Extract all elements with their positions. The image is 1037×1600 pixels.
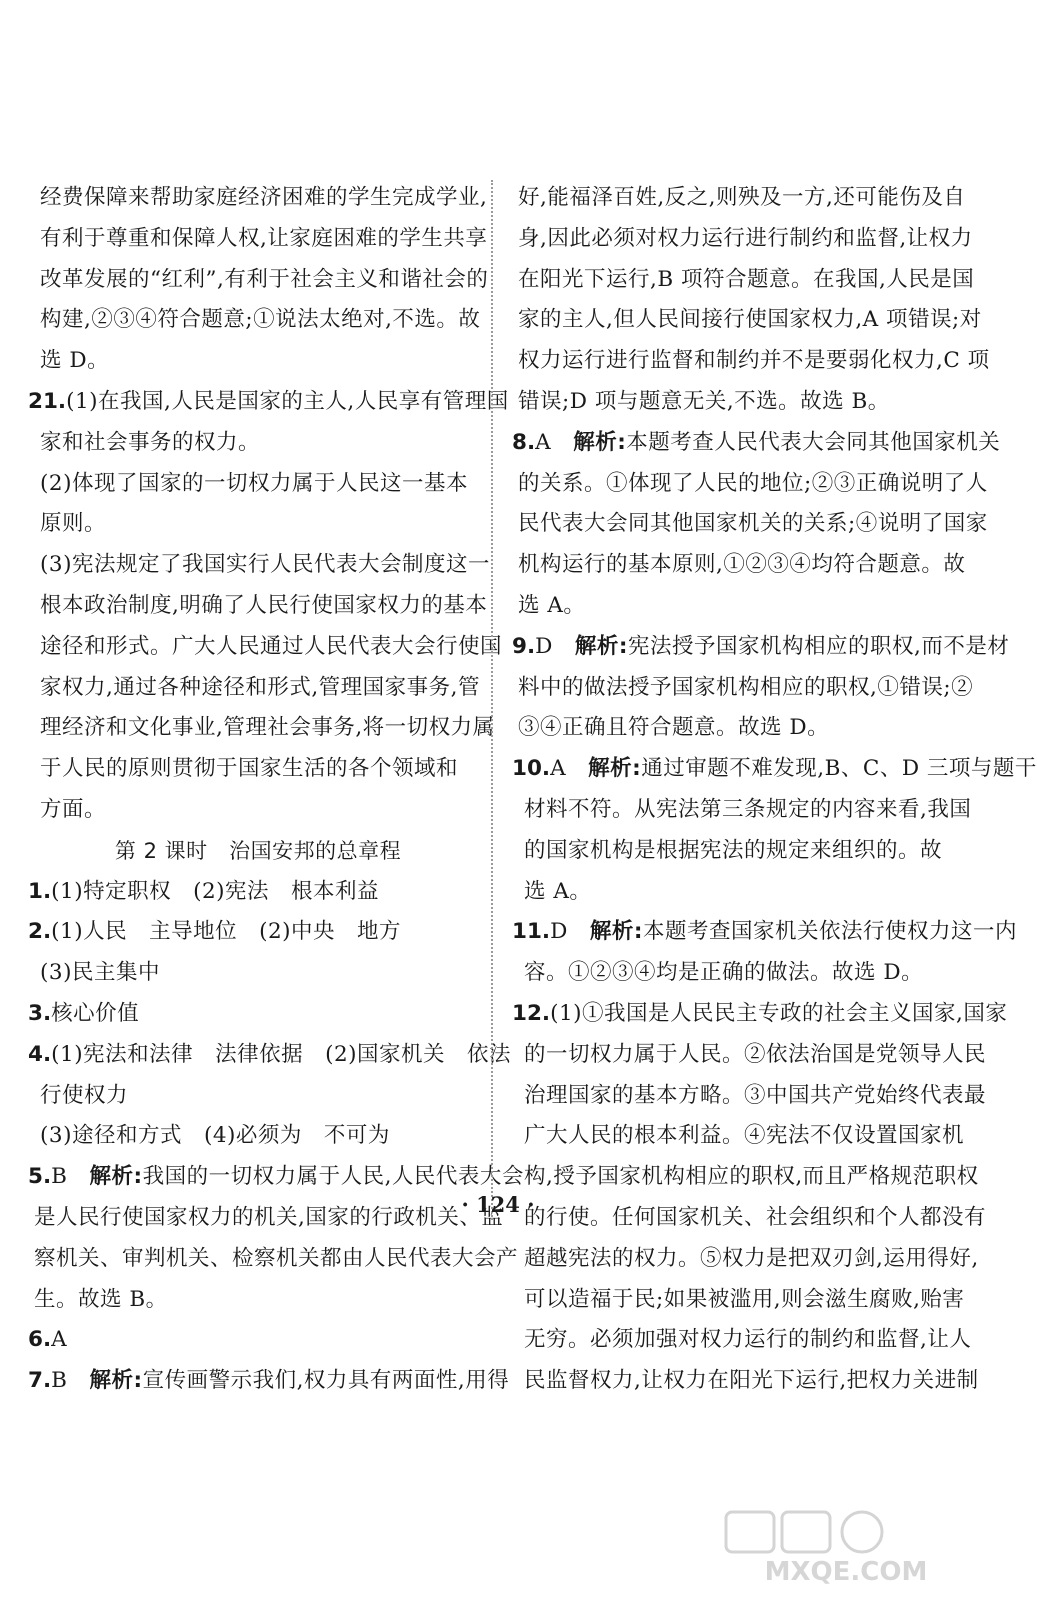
text-line: 身,因此必须对权力运行进行制约和监督,让权力: [518, 225, 973, 251]
text-line: 构,授予国家机构相应的职权,而且严格规范职权: [524, 1164, 979, 1190]
text-line: 根本政治制度,明确了人民行使国家权力的基本: [40, 592, 488, 618]
text-line: (3)民主集中: [40, 960, 160, 986]
text-line: 方面。: [40, 796, 107, 822]
text-line: 于人民的原则贯彻于国家生活的各个领域和: [40, 756, 459, 782]
text-line: ③④正确且符合题意。故选 D。: [518, 715, 830, 741]
text-line: 在阳光下运行,B 项符合题意。在我国,人民是国: [518, 266, 975, 292]
answer-text: (1)特定职权 (2)宪法 根本利益: [51, 878, 380, 904]
question-number: 2.: [28, 919, 52, 945]
answer-8: [512, 423, 1001, 464]
analysis-label: 解析:: [589, 919, 643, 945]
text-line: 构建,②③④符合题意;①说法太绝对,不选。故: [40, 307, 481, 333]
text-line: 料中的做法授予国家机构相应的职权,①错误;②: [518, 674, 974, 700]
answer-letter: B: [51, 1368, 68, 1394]
text-line: 是人民行使国家权力的机关,国家的行政机关、监: [34, 1204, 504, 1230]
answer-letter: A: [51, 1327, 68, 1353]
text-line: (2)体现了国家的一切权力属于人民这一基本: [40, 470, 468, 496]
text-line: 家权力,通过各种途径和形式,管理国家事务,管: [40, 674, 481, 700]
analysis-label: 解析:: [89, 1368, 143, 1394]
text-line: 机构运行的基本原则,①②③④均符合题意。故: [518, 552, 966, 578]
answer-text: 我国的一切权力属于人民,人民代表大会: [142, 1164, 524, 1190]
answer-letter: D: [535, 633, 553, 659]
text-line: 好,能福泽百姓,反之,则殃及一方,还可能伤及自: [518, 185, 966, 210]
column-divider: [491, 180, 493, 1220]
question-number: 3.: [28, 1000, 52, 1026]
question-number: 10.: [512, 756, 551, 782]
answer-text: 本题考查国家机关依法行使权力这一内: [642, 919, 1017, 945]
answer-letter: D: [550, 919, 568, 945]
answer-10: [512, 749, 1037, 790]
text-line: 改革发展的“红利”,有利于社会主义和谐社会的: [40, 266, 489, 292]
answer-9: [512, 627, 1010, 668]
analysis-label: 解析:: [89, 1164, 143, 1190]
text-line: (3)途径和方式 (4)必须为 不可为: [40, 1123, 390, 1149]
answer-letter: A: [535, 429, 552, 455]
page-number: · 124 ·: [461, 1192, 535, 1217]
text-line: 家和社会事务的权力。: [40, 429, 261, 455]
text-line: 选 A。: [518, 592, 586, 618]
text-line: 理经济和文化事业,管理社会事务,将一切权力属: [40, 715, 495, 741]
text-line: 容。①②③④均是正确的做法。故选 D。: [524, 960, 924, 986]
text-line: 的行使。任何国家机关、社会组织和个人都没有: [524, 1204, 987, 1230]
answer-2: [28, 912, 478, 953]
text-line: 材料不符。从宪法第三条规定的内容来看,我国: [524, 796, 972, 822]
text-line: 有利于尊重和保障人权,让家庭困难的学生共享: [40, 225, 488, 251]
text-line: 途径和形式。广大人民通过人民代表大会行使国: [40, 633, 503, 659]
right-column: [512, 178, 1037, 1402]
answer-text: (1)人民 主导地位 (2)中央 地方: [51, 919, 402, 945]
text-line: 的一切权力属于人民。②依法治国是党领导人民: [524, 1041, 987, 1067]
answer-7: [28, 1361, 510, 1402]
answer-text: 本题考查人民代表大会同其他国家机关: [626, 429, 1001, 455]
answer-21: [28, 382, 509, 423]
answer-text: (1)在我国,人民是国家的主人,人民享有管理国: [66, 388, 509, 414]
question-number: 4.: [28, 1041, 52, 1067]
section-heading: 第 2 课时 治国安邦的总章程: [114, 838, 402, 863]
answer-12: [512, 994, 1008, 1035]
answer-text: (1)宪法和法律 法律依据 (2)国家机关 依法: [51, 1041, 512, 1067]
question-number: 1.: [28, 878, 52, 904]
text-line: 错误;D 项与题意无关,不选。故选 B。: [518, 388, 890, 414]
text-line: 可以造福于民;如果被滥用,则会滋生腐败,贻害: [524, 1286, 965, 1312]
text-line: (3)宪法规定了我国实行人民代表大会制度这一: [40, 552, 490, 578]
answer-text: 核心价值: [51, 1000, 140, 1026]
text-line: 民代表大会同其他国家机关的关系;④说明了国家: [518, 511, 988, 537]
text-line: 无穷。必须加强对权力运行的制约和监督,让人: [524, 1327, 972, 1353]
answer-11: [512, 912, 1017, 953]
answer-text: 通过审题不难发现,B、C、D 三项与题干: [641, 756, 1037, 782]
text-line: 家的主人,但人民间接行使国家权力,A 项错误;对: [518, 307, 982, 333]
answer-1: [28, 872, 478, 913]
text-line: 的国家机构是根据宪法的规定来组织的。故: [524, 837, 943, 863]
answer-4: [28, 1035, 512, 1076]
question-number: 21.: [28, 388, 67, 414]
analysis-label: 解析:: [574, 633, 629, 659]
question-number: 7.: [28, 1368, 52, 1394]
question-number: 12.: [512, 1000, 551, 1026]
text-line: 察机关、审判机关、检察机关都由人民代表大会产: [34, 1245, 519, 1271]
watermark-text: MXQE.COM: [764, 1557, 928, 1587]
text-line: 行使权力: [40, 1082, 129, 1108]
answer-text: 宣传画警示我们,权力具有两面性,用得: [142, 1368, 510, 1394]
text-line: 经费保障来帮助家庭经济困难的学生完成学业,: [40, 185, 488, 210]
question-number: 8.: [512, 429, 536, 455]
text-line: 选 A。: [524, 878, 592, 904]
text-line: 选 D。: [40, 348, 110, 374]
text-line: 生。故选 B。: [34, 1286, 168, 1312]
answer-text: (1)①我国是人民民主专政的社会主义国家,国家: [550, 1000, 1008, 1026]
text-line: 治理国家的基本方略。③中国共产党始终代表最: [524, 1082, 987, 1108]
watermark-logo: [716, 1508, 976, 1588]
text-line: 民监督权力,让权力在阳光下运行,把权力关进制: [524, 1368, 979, 1394]
text-line: 超越宪法的权力。⑤权力是把双刃剑,运用得好,: [524, 1245, 979, 1271]
question-number: 9.: [512, 633, 536, 659]
answer-letter: A: [550, 756, 567, 782]
answer-3: [28, 994, 478, 1035]
text-line: 广大人民的根本利益。④宪法不仅设置国家机: [524, 1123, 965, 1149]
analysis-label: 解析:: [573, 429, 627, 455]
answer-6: [28, 1320, 478, 1361]
text-line: 的关系。①体现了人民的地位;②③正确说明了人: [518, 470, 988, 496]
question-number: 5.: [28, 1164, 52, 1190]
question-number: 11.: [512, 919, 551, 945]
analysis-label: 解析:: [588, 756, 642, 782]
question-number: 6.: [28, 1327, 52, 1353]
text-line: 原则。: [40, 511, 107, 537]
text-line: 权力运行进行监督和制约并不是要弱化权力,C 项: [518, 348, 990, 374]
answer-text: 宪法授予国家机构相应的职权,而不是材: [628, 633, 1010, 659]
answer-letter: B: [51, 1164, 68, 1190]
